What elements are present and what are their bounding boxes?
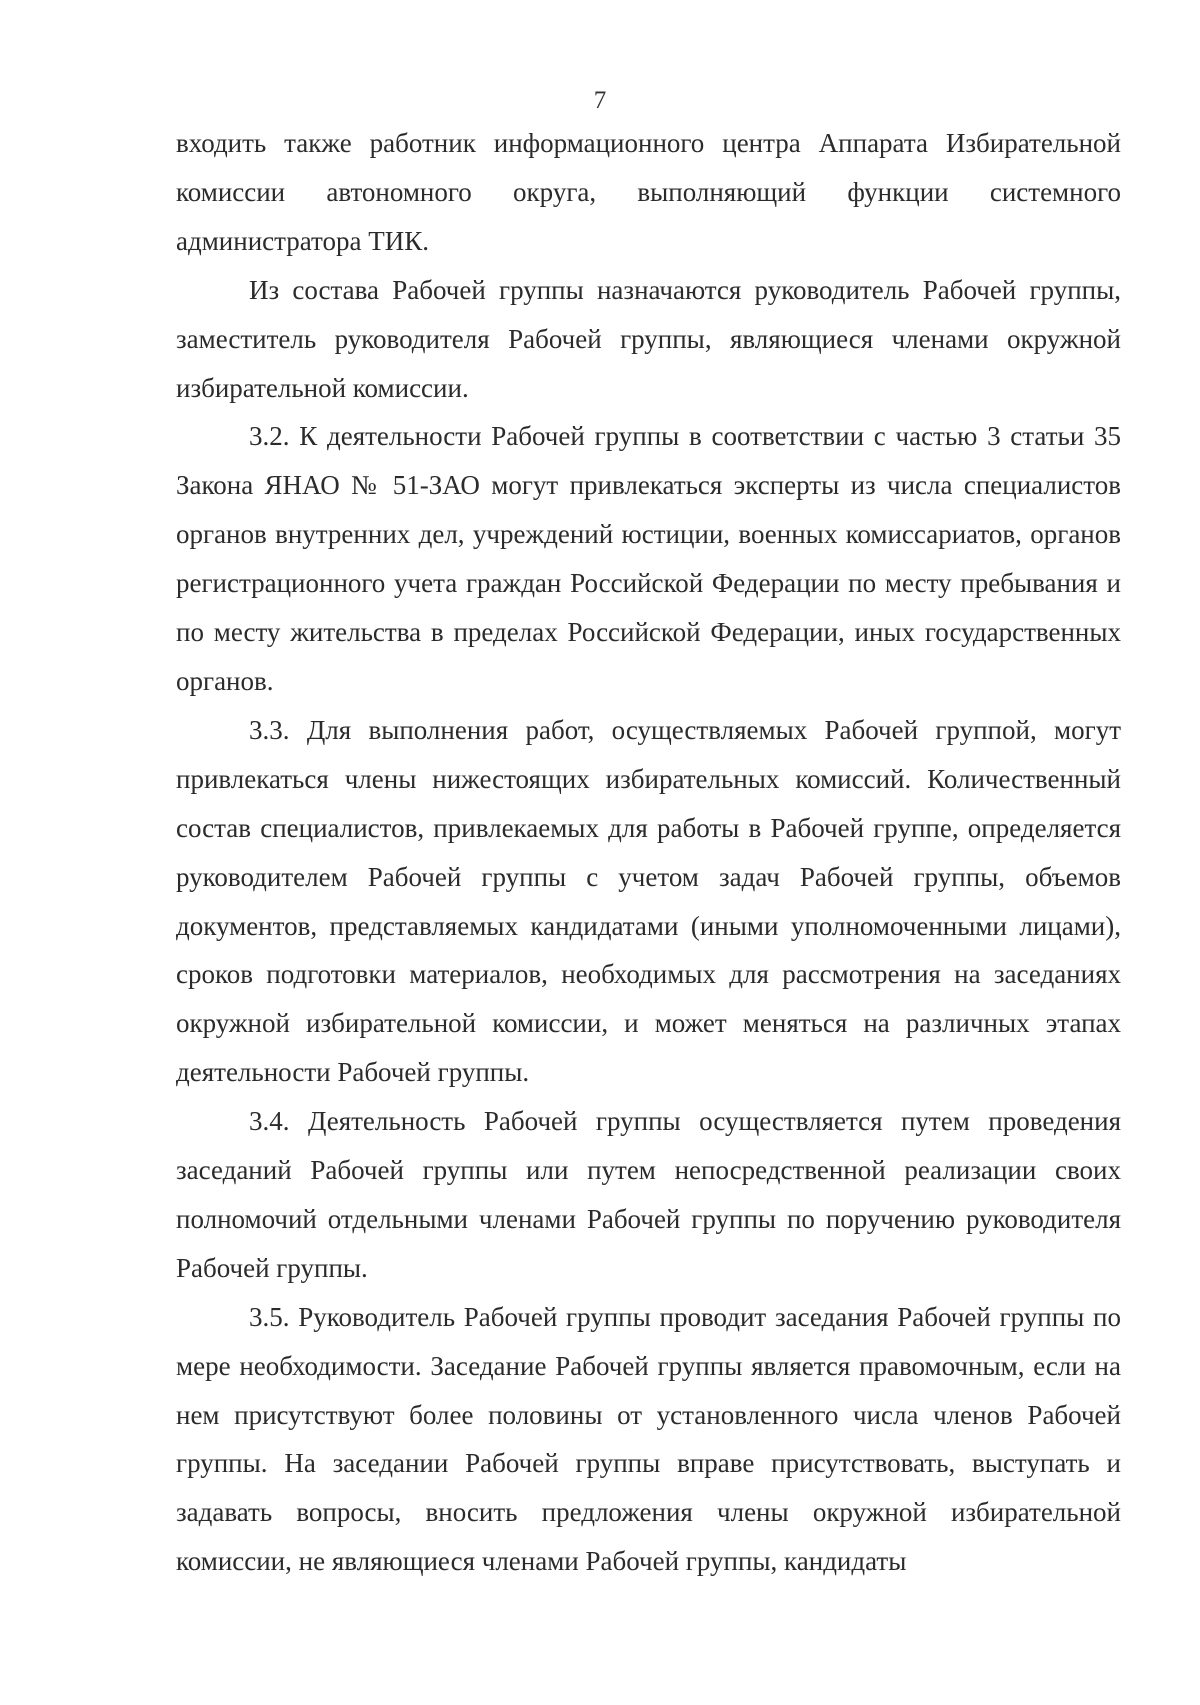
paragraph-3-5-meetings: 3.5. Руководитель Рабочей группы проводит заседания Рабочей группы по мере необходимости. Заседание Рабочей группы является правомочным, если на нем присутствуют более половины от установленного числа членов Рабочей группы. На заседании Рабочей группы вправе присутствовать, выступать и задавать вопросы, вносить предложения члены окружной избирательной комиссии, не являющиеся членами Рабочей группы, кандидаты bbox=[176, 1301, 1121, 1577]
document-body bbox=[176, 119, 1121, 1586]
paragraph-continuation: входить также работник информационного центра Аппарата Избирательной комиссии автономного округа, выполняющий функции системного администратора ТИК. bbox=[176, 128, 1121, 256]
paragraph-working-group-leadership: Из состава Рабочей группы назначаются руководитель Рабочей группы, заместитель руководителя Рабочей группы, являющиеся членами окружной избирательной комиссии. bbox=[176, 274, 1121, 403]
paragraph-3-4-activity: 3.4. Деятельность Рабочей группы осуществляется путем проведения заседаний Рабочей группы или путем непосредственной реализации своих полномочий отдельными членами Рабочей группы по поручению руководителя Рабочей группы. bbox=[176, 1106, 1121, 1283]
paragraph-3-3-specialists: 3.3. Для выполнения работ, осуществляемых Рабочей группой, могут привлекаться члены нижестоящих избирательных комиссий. Количественный состав специалистов, привлекаемых для работы в Рабочей группе, определяется руководителем Рабочей группы с учетом задач Рабочей группы, объемов документов, представляемых кандидатами (иными уполномоченными лицами), сроков подготовки материалов, необходимых для рассмотрения на заседаниях окружной избирательной комиссии, и может меняться на различных этапах деятельности Рабочей группы. bbox=[176, 714, 1121, 1088]
page-number: 7 bbox=[593, 87, 607, 114]
paragraph-3-2-experts: 3.2. К деятельности Рабочей группы в соответствии с частью 3 статьи 35 Закона ЯНАО № 51-ЗАО могут привлекаться эксперты из числа специалистов органов внутренних дел, учреждений юстиции, военных комиссариатов, органов регистрационного учета граждан Российской Федерации по месту пребывания и по месту жительства в пределах Российской Федерации, иных государственных органов. bbox=[176, 421, 1121, 696]
